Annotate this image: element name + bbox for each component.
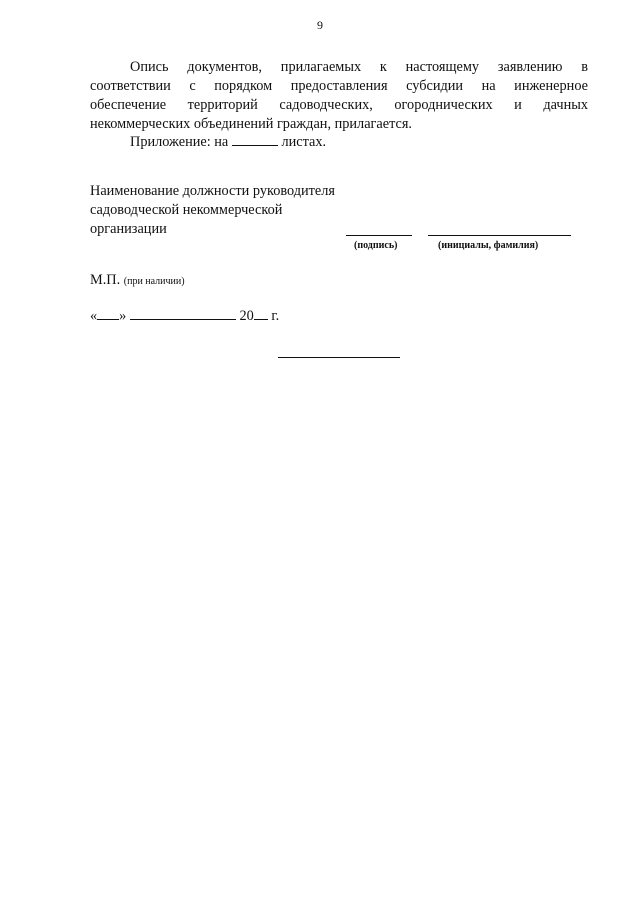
date-line [90,308,279,325]
close-quote: » [119,308,127,324]
paragraph-line: обеспечение территорий садоводческих, огороднических и дачных [90,97,588,113]
year-suffix: г. [271,308,280,324]
signature-caption: (подпись) [354,240,398,251]
attachment-prefix: Приложение: на [130,134,229,150]
paragraph-line: соответствии с порядком предоставления субсидии на инженерное [90,78,588,94]
month-blank[interactable] [130,319,236,320]
open-quote: « [90,308,98,324]
initials-caption: (инициалы, фамилия) [438,240,539,251]
position-line: организации [90,221,167,237]
seal-note: (при наличии) [123,276,185,287]
initials-field[interactable] [428,235,571,236]
documents-paragraph [90,58,588,134]
position-line: садоводческой некоммерческой [90,202,283,218]
attachment-suffix: листах. [281,134,327,150]
position-line: Наименование должности руководителя [90,183,335,199]
paragraph-line: некоммерческих объединений граждан, прилагается. [90,116,413,132]
end-divider [278,357,400,358]
seal-label: М.П. [90,272,121,288]
attachment-line [130,133,326,152]
year-blank[interactable] [254,319,268,320]
paragraph-line: Опись документов, прилагаемых к настоящему заявлению в [130,59,588,75]
day-blank[interactable] [97,319,119,320]
sheet-count-blank[interactable] [232,145,278,146]
page-number: 9 [317,18,323,32]
seal-line [90,272,185,289]
signature-field[interactable] [346,235,412,236]
year-prefix: 20 [239,308,254,324]
position-title [90,182,335,239]
